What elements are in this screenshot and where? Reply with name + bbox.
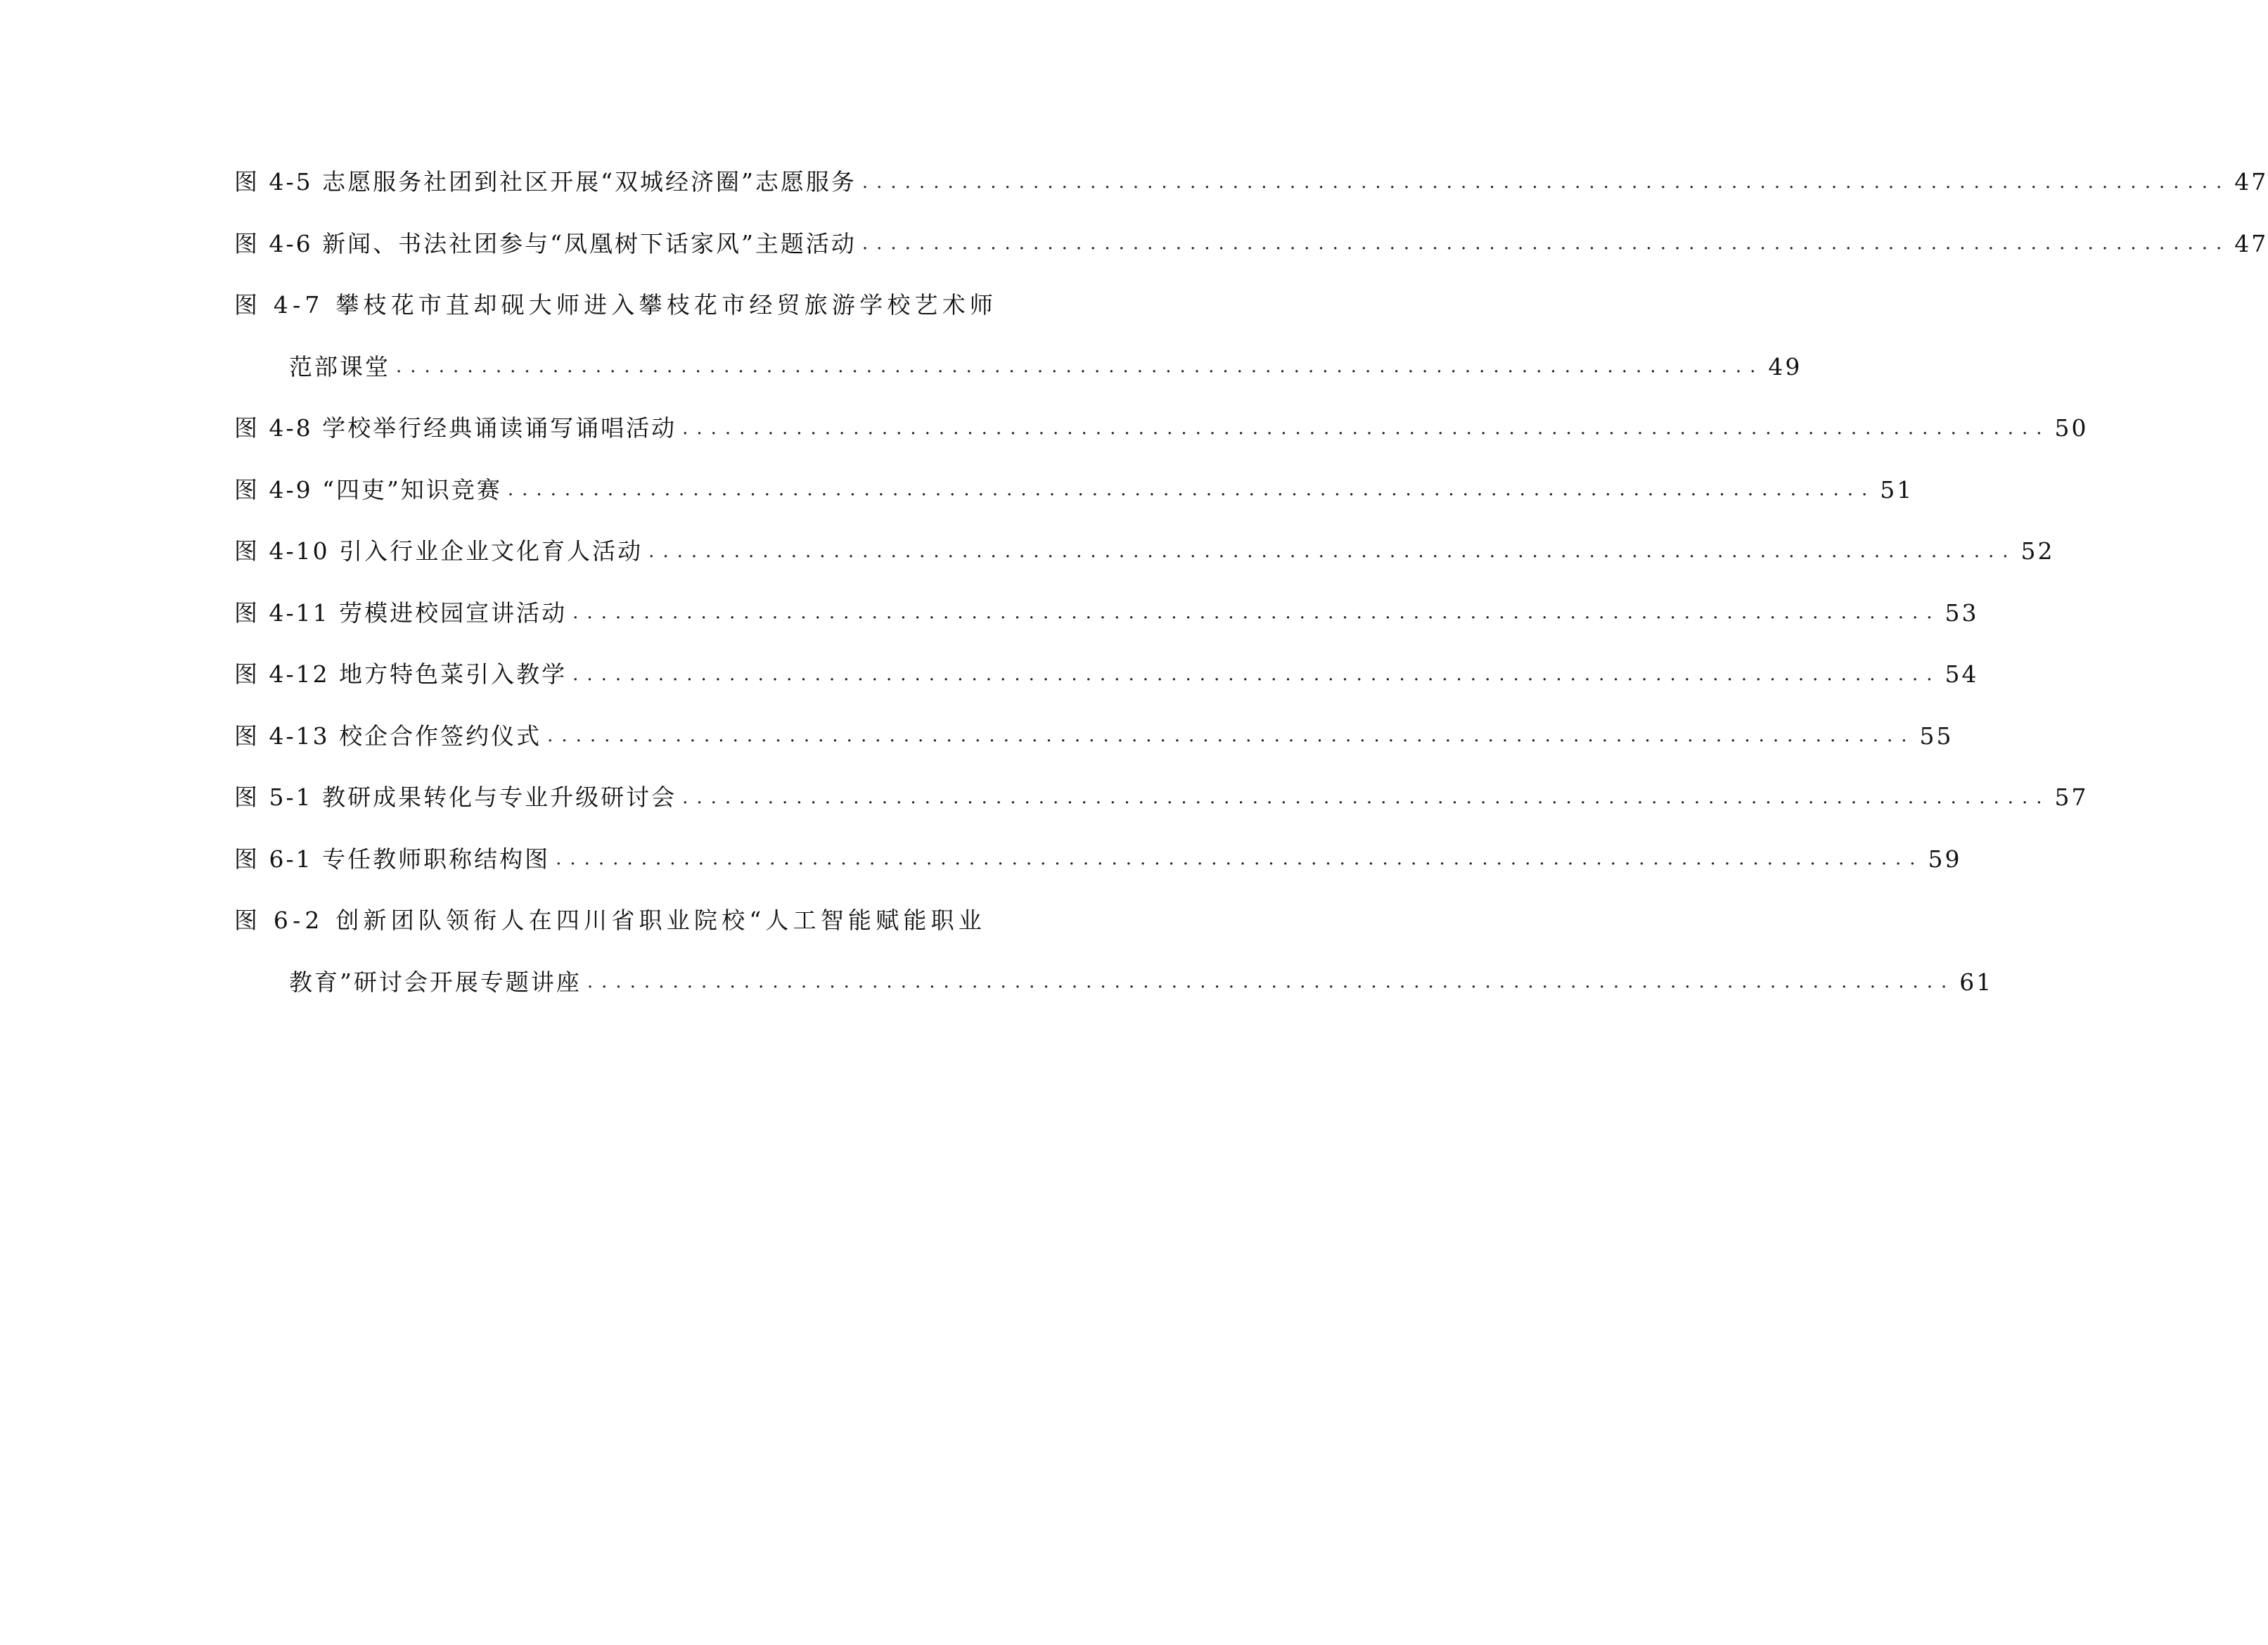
figure-list — [234, 151, 2268, 1013]
toc-entry[interactable] — [234, 274, 998, 336]
dot-leader: ................................................................................................ — [861, 233, 2231, 255]
toc-entry-title: 图 6-1 专任教师职称结构图 — [234, 845, 551, 873]
toc-entry-page: 57 — [2054, 783, 2089, 812]
toc-entry-page: 54 — [1945, 660, 1979, 689]
toc-entry-page: 49 — [1768, 352, 1802, 380]
toc-entry-title-line1: 图 6-2 创新团队领衔人在四川省职业院校“人工智能赋能职业 — [234, 907, 986, 935]
toc-entry[interactable] — [234, 767, 2089, 828]
toc-entry-title: 图 4-10 引入行业企业文化育人活动 — [234, 537, 643, 565]
toc-entry-page: 59 — [1928, 845, 1962, 873]
toc-entry[interactable] — [234, 459, 1914, 521]
toc-entry-page: 47 — [2234, 168, 2268, 196]
toc-entry-page: 53 — [1945, 599, 1979, 627]
dot-leader: ................................................................................................ — [587, 971, 1956, 993]
toc-entry-title-line1: 图 4-7 攀枝花市苴却砚大师进入攀枝花市经贸旅游学校艺术师 — [234, 291, 998, 319]
toc-entry[interactable] — [234, 890, 994, 952]
toc-entry-title: 图 4-8 学校举行经典诵读诵写诵唱活动 — [234, 414, 677, 442]
dot-leader: ................................................................................................ — [682, 417, 2051, 439]
dot-leader: ................................................................................................ — [547, 725, 1916, 747]
toc-entry-title-line2: 范部课堂 — [289, 352, 390, 380]
toc-entry-page: 50 — [2054, 414, 2089, 442]
toc-entry-title: 图 4-11 劳模进校园宣讲活动 — [234, 599, 568, 627]
toc-entry-title: 图 4-9 “四吏”知识竞赛 — [234, 475, 502, 504]
toc-entry-title: 图 5-1 教研成果转化与专业升级研讨会 — [234, 783, 677, 812]
toc-entry[interactable] — [234, 705, 1954, 767]
toc-entry-page: 61 — [1959, 968, 1994, 996]
toc-entry-page: 51 — [1880, 475, 1914, 504]
dot-leader: ................................................................................................ — [572, 663, 1941, 685]
toc-entry[interactable] — [234, 520, 2055, 582]
toc-entry-title-line2: 教育”研讨会开展专题讲座 — [289, 968, 582, 996]
toc-entry-title: 图 4-5 志愿服务社团到社区开展“双城经济圈”志愿服务 — [234, 168, 857, 196]
toc-entry[interactable] — [234, 582, 1979, 644]
toc-entry[interactable] — [234, 644, 1979, 705]
toc-entry-continuation[interactable] — [234, 336, 1802, 398]
dot-leader: ................................................................................................ — [572, 602, 1941, 624]
toc-entry[interactable] — [234, 397, 2089, 459]
toc-entry-title: 图 4-6 新闻、书法社团参与“凤凰树下话家风”主题活动 — [234, 229, 857, 257]
toc-entry[interactable] — [234, 828, 1962, 890]
toc-entry-page: 47 — [2234, 229, 2268, 257]
toc-entry[interactable] — [234, 213, 2268, 275]
toc-entry-continuation[interactable] — [234, 952, 1994, 1013]
dot-leader: ................................................................................................ — [396, 356, 1764, 378]
dot-leader: ................................................................................................ — [861, 171, 2231, 193]
toc-entry-title: 图 4-12 地方特色菜引入教学 — [234, 660, 568, 689]
toc-entry[interactable] — [234, 151, 2268, 213]
toc-entry-page: 52 — [2020, 537, 2055, 565]
toc-entry-title: 图 4-13 校企合作签约仪式 — [234, 722, 542, 750]
dot-leader: ................................................................................................ — [648, 540, 2017, 562]
dot-leader: ................................................................................................ — [556, 848, 1924, 870]
dot-leader: ................................................................................................ — [507, 479, 1876, 501]
dot-leader: ................................................................................................ — [682, 786, 2051, 808]
toc-entry-page: 55 — [1919, 722, 1954, 750]
